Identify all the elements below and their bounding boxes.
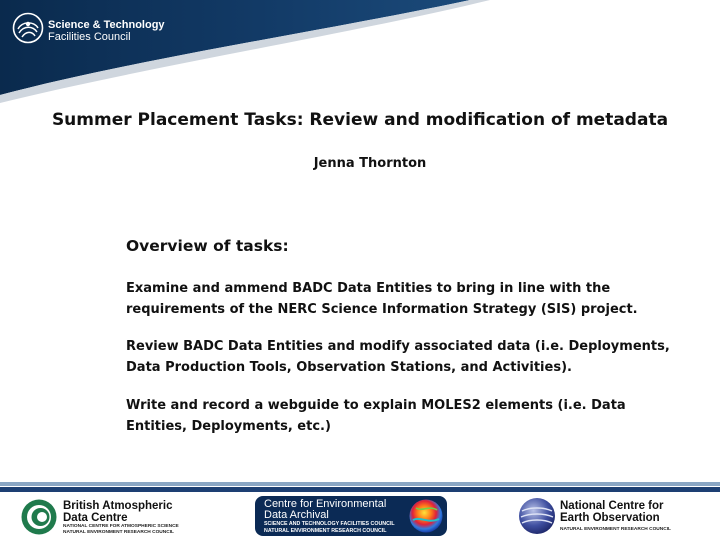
task-line: Data Production Tools, Observation Stations, and Activities). <box>126 360 572 375</box>
ceda-logo-panel <box>255 496 447 536</box>
footer-divider <box>0 482 720 494</box>
footer-stripe-dark <box>0 487 720 492</box>
badc-name-line1: British Atmospheric <box>63 500 173 512</box>
ceda-sub-line1: SCIENCE AND TECHNOLOGY FACILITIES COUNCIL <box>264 521 395 527</box>
task-item <box>126 336 686 378</box>
task-line: requirements of the NERC Science Information Strategy (SIS) project. <box>126 302 638 317</box>
task-item <box>126 395 686 437</box>
task-line: Review BADC Data Entities and modify associated data (i.e. Deployments, <box>126 339 670 354</box>
nceo-name-line1: National Centre for <box>560 500 664 512</box>
org-name-line2: Facilities Council <box>48 31 131 43</box>
stfc-wordmark <box>48 19 165 43</box>
nceo-name <box>560 500 664 524</box>
nceo-globe-icon <box>518 497 556 535</box>
overview-heading: Overview of tasks: <box>126 237 289 255</box>
stfc-swirl-icon <box>12 12 44 44</box>
ceda-title-line1: Centre for Environmental <box>264 498 387 510</box>
ceda-sub-line2: NATURAL ENVIRONMENT RESEARCH COUNCIL <box>264 527 387 534</box>
nceo-name-line2: Earth Observation <box>560 512 660 524</box>
task-line: Entities, Deployments, etc.) <box>126 419 331 434</box>
badc-ring-icon <box>20 498 58 536</box>
org-name-line1: Science & Technology <box>48 19 165 31</box>
ceda-subtitle <box>264 521 395 534</box>
badc-sub-line2: NATURAL ENVIRONMENT RESEARCH COUNCIL <box>63 530 174 535</box>
task-item <box>126 278 686 320</box>
header-banner <box>0 0 720 110</box>
ceda-title-line2: Data Archival <box>264 509 329 521</box>
badc-sub-line1: NATIONAL CENTRE FOR ATMOSPHERIC SCIENCE <box>63 524 179 529</box>
badc-name <box>63 500 172 524</box>
globe-icon <box>408 498 444 534</box>
slide-title: Summer Placement Tasks: Review and modification of metadata <box>51 110 669 130</box>
footer-stripe-light <box>0 482 720 486</box>
ceda-title <box>264 499 386 521</box>
nceo-subtitle: NATURAL ENVIRONMENT RESEARCH COUNCIL <box>560 527 671 532</box>
author-name: Jenna Thornton <box>313 156 427 171</box>
badc-name-line2: Data Centre <box>63 512 128 524</box>
task-line: Write and record a webguide to explain MOLES2 elements (i.e. Data <box>126 398 626 413</box>
task-line: Examine and ammend BADC Data Entities to bring in line with the <box>126 281 611 296</box>
badc-subtitle <box>63 524 179 536</box>
